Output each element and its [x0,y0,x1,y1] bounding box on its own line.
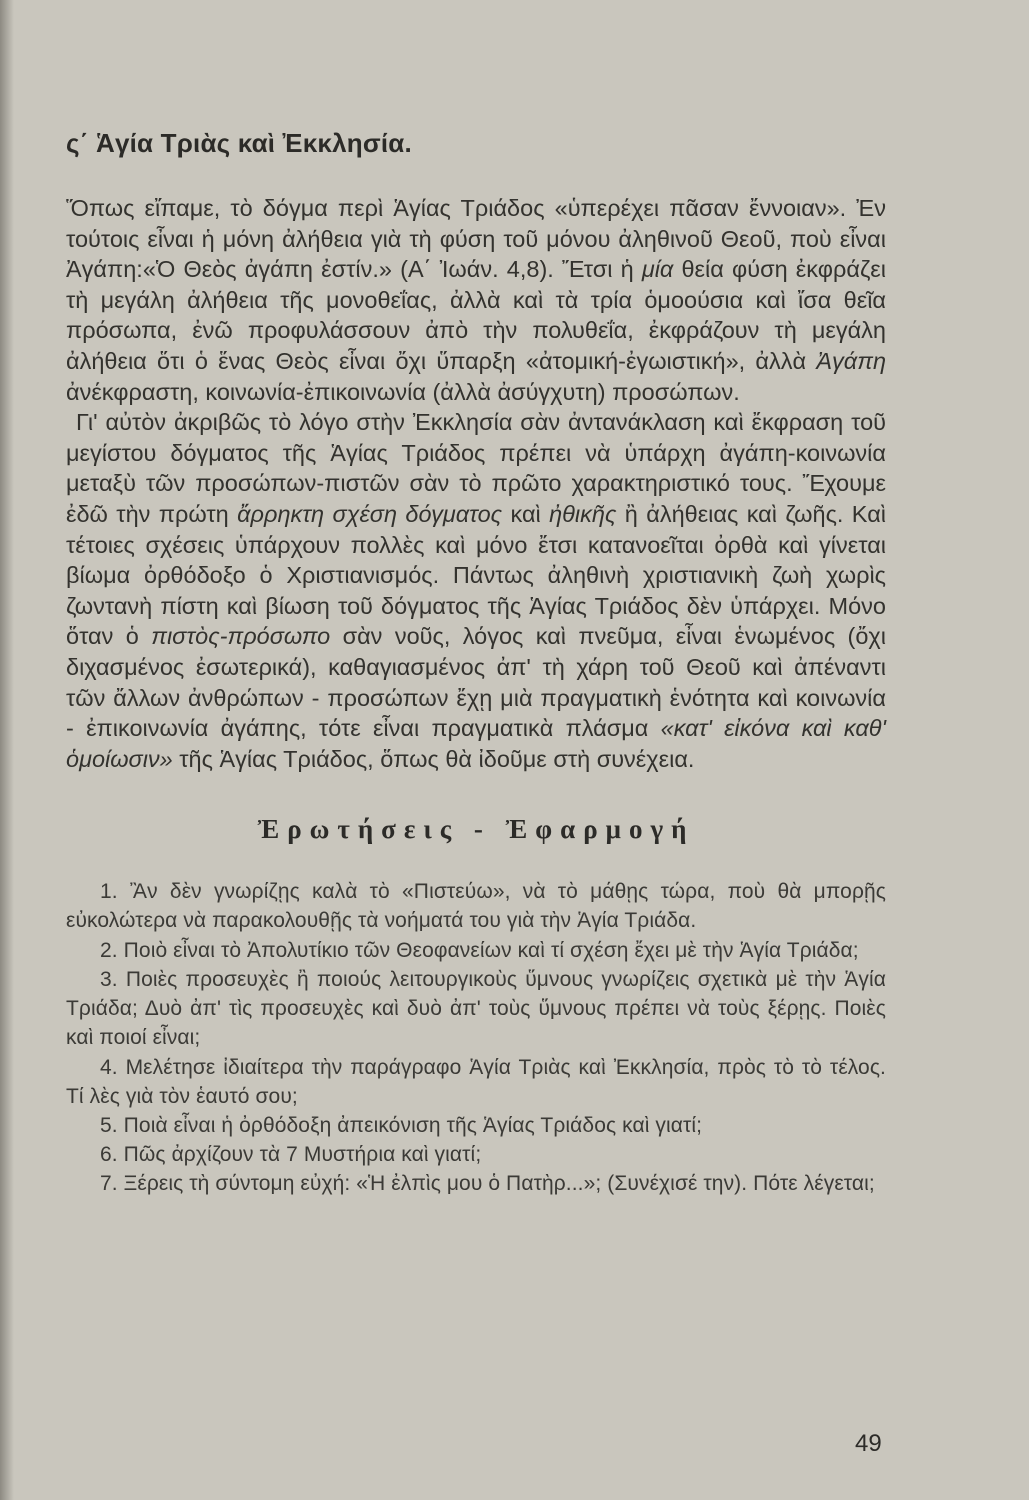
questions-list [66,877,886,1198]
body-text [66,193,886,774]
text-run: Γι' αὐτὸν ἀκριβῶς τὸ λόγο στὴν Ἐκκλησία σὰν ἀντανάκλαση καὶ ἔκφραση τοῦ μεγίστου δόγματος τῆς Ἁγίας Τριάδος πρέπει νὰ ὑπάρχη ἀγάπη-κοινωνία μεταξὺ τῶν προσώπων-πιστῶν σὰν τὸ πρῶτο χαρακτηριστικό τους. Ἔχουμε ἐδῶ τὴν πρώτη [66,409,886,527]
question-item: 2. Ποιὸ εἶναι τὸ Ἀπολυτίκιο τῶν Θεοφανείων καὶ τί σχέση ἔχει μὲ τὴν Ἁγία Τριάδα; [100,938,859,962]
question-item: 6. Πῶς ἀρχίζουν τὰ 7 Μυστήρια καὶ γιατί; [100,1143,482,1167]
question-item: 3. Ποιὲς προσευχὲς ἢ ποιούς λειτουργικοὺς ὕμνους γνωρίζεις σχετικὰ μὲ τὴν Ἁγία Τριάδα; Δυὸ ἀπ' τὶς προσευχὲς καὶ δυὸ ἀπ' τοὺς ὕμνους πρέπει νὰ τοὺς ξέρῃς. Ποιὲς καὶ ποιοί εἶναι; [66,967,886,1050]
italic-run: ἄρρηκτη σχέση δόγματος [237,500,503,527]
question-item: 5. Ποιὰ εἶναι ἡ ὀρθόδοξη ἀπεικόνιση τῆς Ἁγίας Τριάδος καὶ γιατί; [100,1113,703,1137]
italic-run: «κατ' εἰκόνα καὶ καθ' ὁμοίωσιν» [66,715,886,772]
section-title: ς΄ Ἁγία Τριὰς καὶ Ἐκκλησία. [66,128,412,158]
text-run: ἢ ἀλήθειας καὶ ζωῆς. Καὶ τέτοιες σχέσεις ὑπάρχουν πολλὲς καὶ μόνο ἔτσι κατανοεῖται ὀρθὰ καὶ γίνεται βίωμα ὀρθόδοξο ὁ Χριστιανισμός. Πάντως ἀληθινὴ χριστιανικὴ ζωὴ χωρὶς ζωντανὴ πίστη καὶ βίωση τοῦ δόγματος τῆς Ἁγίας Τριάδος δὲν ὑπάρχει. Μόνο ὅταν ὁ [66,500,887,650]
page-binding-shadow [0,0,14,1500]
italic-run: Ἀγάπη [816,347,886,374]
question-item: 1. Ἂν δὲν γνωρίζῃς καλὰ τὸ «Πιστεύω», νὰ τὸ μάθῃς τώρα, ποὺ θὰ μπορῇς εὐκολώτερα νὰ παρακολουθῇς τὰ νοήματά του γιὰ τὴν Ἁγία Τριάδα. [66,880,886,933]
italic-run: πιστὸς-πρόσωπο [151,623,331,650]
text-run: ἀνέκφραστη, κοινωνία-ἐπικοινωνία (ἀλλὰ ἀσύγχυτη) προσώπων. [66,378,740,405]
question-item: 7. Ξέρεις τὴ σύντομη εὐχή: «Ἡ ἐλπὶς μου ὁ Πατὴρ...»; (Συνέχισέ την). Πότε λέγεται; [100,1172,875,1196]
italic-run: ἠθικῆς [549,500,617,527]
paragraph-2 [66,407,886,774]
questions-heading: Ἐρωτήσεις - Ἐφαρμογή [257,814,695,845]
text-run: καὶ [502,500,550,527]
italic-run: μία [641,256,674,283]
question-item: 4. Μελέτησε ἰδιαίτερα τὴν παράγραφο Ἁγία Τριὰς καὶ Ἐκκλησία, πρὸς τὸ τὸ τέλος. Τί λὲς γιὰ τὸν ἑαυτό σου; [66,1055,886,1108]
text-run: σὰν νοῦς, λόγος καὶ πνεῦμα, εἶναι ἑνωμένος (ὄχι διχασμένος ἐσωτερικά), καθαγιασμένος ἀπ' τὴ χάρη τοῦ Θεοῦ καὶ ἀπέναντι τῶν ἄλλων ἀνθρώπων - προσώπων ἔχῃ μιὰ πραγματικὴ ἑνότητα καὶ κοινωνία - ἐπικοινωνία ἀγάπης, τότε εἶναι πραγματικὰ πλάσμα [66,623,886,742]
book-page [66,128,886,1199]
text-run: θεία φύση ἐκφράζει τὴ μεγάλη ἀλήθεια τῆς μονοθεΐας, ἀλλὰ καὶ τὰ τρία ὁμοούσια καὶ ἴσα θεῖα πρόσωπα, ἐνῶ προφυλάσσουν ἀπὸ τὴν πολυθεΐα, ἐκφράζουν τὴ μεγάλη ἀλήθεια ὅτι ὁ ἕνας Θεὸς εἶναι ὄχι ὕπαρξη «ἀτομική-ἐγωιστική», ἀλλὰ [66,256,886,374]
text-run: Ὅπως εἴπαμε, τὸ δόγμα περὶ Ἁγίας Τριάδος «ὑπερέχει πᾶσαν ἔννοιαν». Ἐν τούτοις εἶναι ἡ μόνη ἀλήθεια γιὰ τὴ φύση τοῦ μόνου ἀληθινοῦ Θεοῦ, ποὺ εἶναι Ἀγάπη:«Ὁ Θεὸς ἀγάπη ἐστίν.» (Α΄ Ἰωάν. 4,8). Ἔτσι ἡ [66,195,886,283]
paragraph-1 [66,193,886,407]
text-run: τῆς Ἁγίας Τριάδος, ὅπως θὰ ἰδοῦμε στὴ συνέχεια. [172,745,695,772]
page-number: 49 [855,1430,882,1457]
